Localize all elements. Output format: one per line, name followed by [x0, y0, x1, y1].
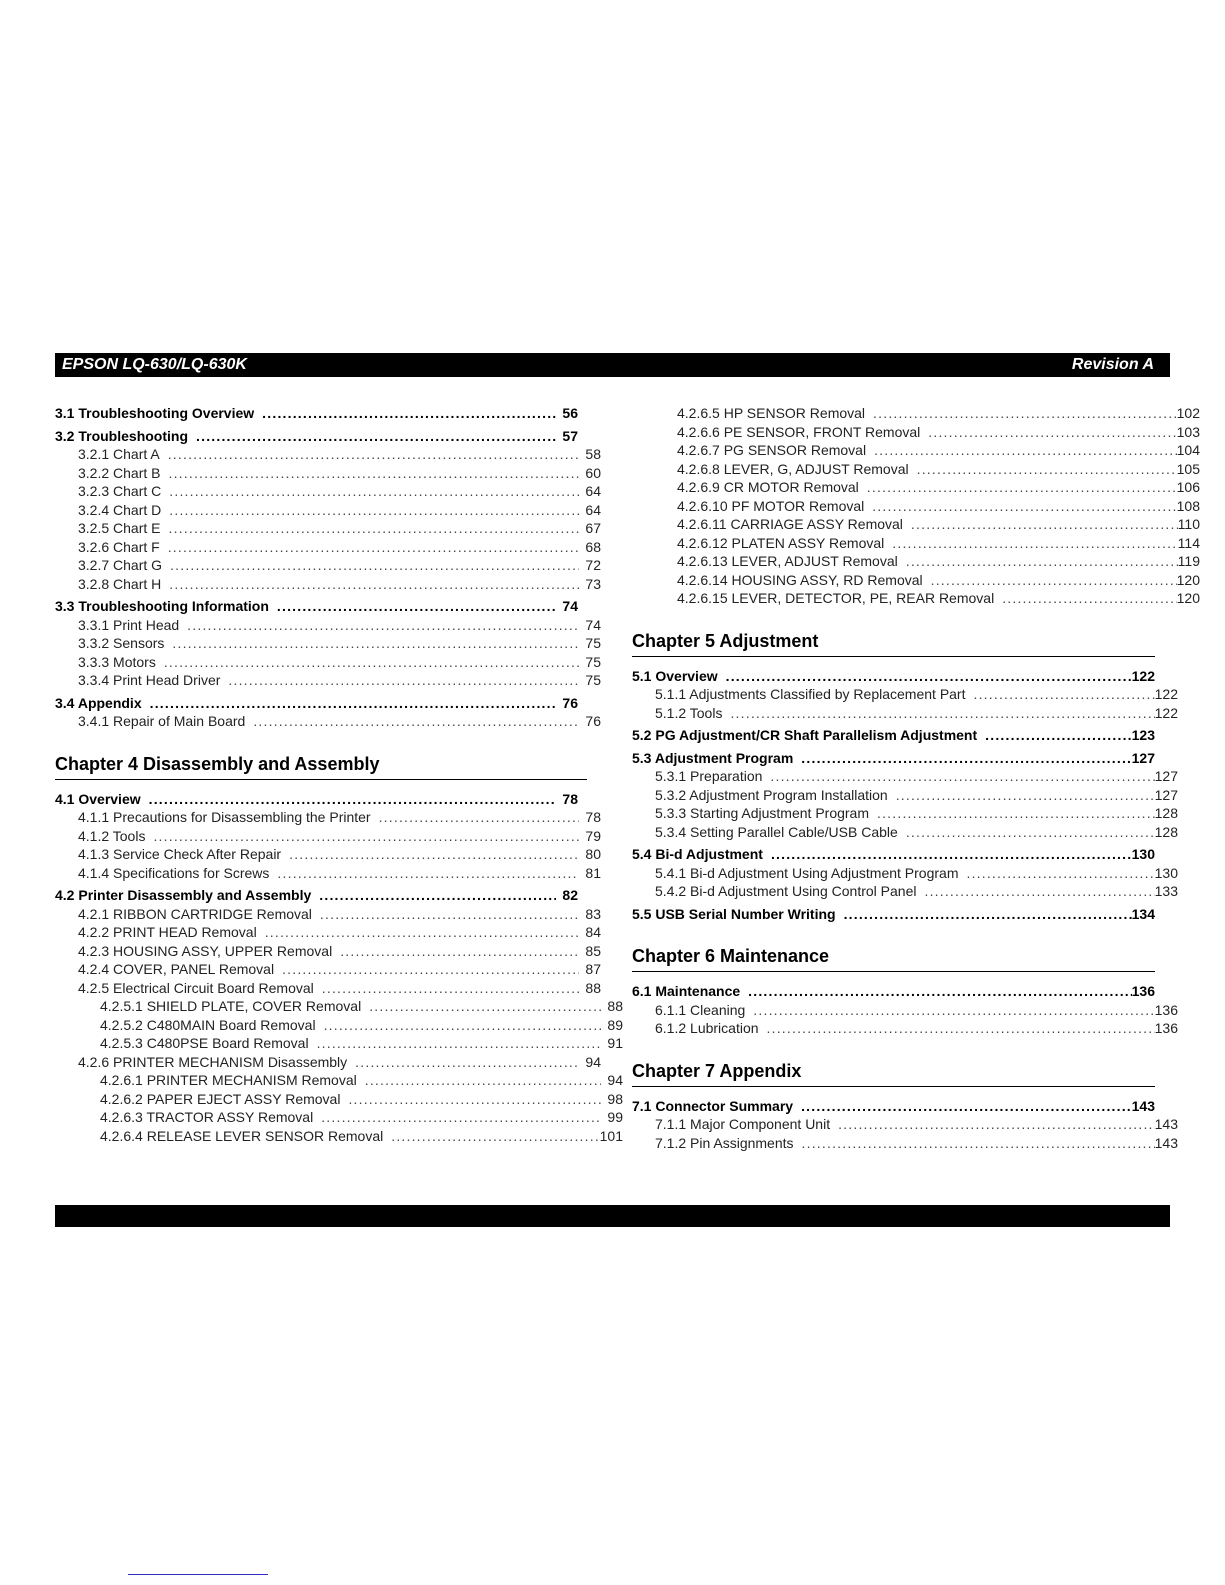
toc-entry[interactable] — [55, 634, 601, 653]
toc-page-number: 79 — [585, 827, 601, 844]
dot-leader — [361, 997, 601, 1016]
toc-page-number: 114 — [1177, 534, 1200, 551]
toc-page-number: 136 — [1154, 1001, 1178, 1018]
toc-entry[interactable] — [632, 552, 1200, 571]
toc-entry[interactable] — [55, 808, 601, 827]
toc-entry[interactable] — [632, 589, 1200, 608]
toc-page-number: 74 — [562, 598, 578, 614]
toc-page-number: 75 — [585, 635, 601, 651]
toc-entry-title: 5.5 USB Serial Number Writing — [632, 905, 836, 922]
toc-entry-title: 3.3.1 Print Head — [78, 616, 180, 633]
dot-leader — [160, 538, 579, 557]
dot-leader — [762, 767, 1154, 786]
toc-page-number: 87 — [585, 961, 601, 977]
toc-entry[interactable] — [632, 515, 1200, 534]
toc-entry[interactable] — [632, 460, 1200, 479]
toc-entry[interactable] — [632, 441, 1200, 460]
toc-entry-title: 3.3.3 Motors — [78, 653, 156, 670]
dot-leader — [994, 589, 1176, 608]
toc-entry[interactable] — [632, 404, 1200, 423]
toc-entry[interactable] — [55, 827, 601, 846]
toc-entry[interactable] — [55, 597, 578, 616]
bottom-link-underline — [128, 1574, 268, 1575]
dot-leader — [161, 464, 580, 483]
toc-entry[interactable] — [55, 538, 601, 557]
dot-leader — [923, 571, 1177, 590]
dot-leader — [274, 960, 579, 979]
toc-entry-title: 5.4.1 Bi-d Adjustment Using Adjustment Program — [655, 864, 959, 881]
toc-page-number: 84 — [585, 924, 601, 940]
toc-entry-title: 5.3.4 Setting Parallel Cable/USB Cable — [655, 823, 898, 840]
toc-page-number: 122 — [1131, 667, 1155, 684]
toc-entry-title: 4.2.6.5 HP SENSOR Removal — [677, 405, 866, 421]
toc-entry-title: 4.2.6.7 PG SENSOR Removal — [677, 442, 867, 458]
toc-entry-title: 4.2.6.8 LEVER, G, ADJUST Removal — [677, 460, 909, 477]
toc-entry-title: 3.2.6 Chart F — [78, 538, 160, 555]
dot-leader — [884, 534, 1177, 553]
toc-page-number: 103 — [1176, 423, 1200, 440]
toc-entry-title: 4.1.4 Specifications for Screws — [78, 864, 270, 881]
toc-entry-title: 5.3.1 Preparation — [655, 768, 763, 784]
dot-leader — [898, 552, 1178, 571]
toc-page-number: 104 — [1176, 442, 1200, 458]
toc-page-number: 99 — [607, 1109, 623, 1125]
toc-entry[interactable] — [55, 464, 601, 483]
toc-entry-title: 5.2 PG Adjustment/CR Shaft Parallelism Adjustment — [632, 727, 978, 743]
dot-leader — [161, 501, 579, 520]
toc-entry-title: 4.1.3 Service Check After Repair — [78, 846, 282, 862]
dot-leader — [830, 1115, 1155, 1134]
toc-entry-title: 3.2 Troubleshooting — [55, 427, 189, 444]
toc-page-number: 110 — [1177, 516, 1200, 532]
toc-entry-title: 4.2.6.11 CARRIAGE ASSY Removal — [677, 516, 903, 532]
toc-page-number: 143 — [1154, 1116, 1178, 1132]
toc-entry[interactable] — [55, 942, 601, 961]
toc-entry-title: 4.2.6.1 PRINTER MECHANISM Removal — [100, 1072, 357, 1088]
toc-entry[interactable] — [55, 790, 578, 809]
toc-entry[interactable] — [55, 1034, 623, 1053]
toc-entry-title: 4.2.6.14 HOUSING ASSY, RD Removal — [677, 571, 923, 588]
toc-entry[interactable] — [632, 864, 1178, 883]
dot-leader — [160, 445, 579, 464]
toc-entry-title: 6.1.1 Cleaning — [655, 1001, 746, 1018]
toc-entry-title: 4.2.6.3 TRACTOR ASSY Removal — [100, 1109, 314, 1125]
toc-entry[interactable] — [632, 1097, 1155, 1116]
dot-leader — [909, 460, 1177, 479]
chapter-heading: Chapter 7 Appendix — [632, 1060, 1155, 1087]
dot-leader — [740, 982, 1131, 1001]
dot-leader — [220, 671, 579, 690]
toc-page-number: 73 — [585, 575, 601, 592]
dot-leader — [357, 1071, 601, 1090]
toc-entry-title: 4.2.6 PRINTER MECHANISM Disassembly — [78, 1053, 348, 1070]
toc-page-number: 106 — [1176, 479, 1200, 495]
toc-page-number: 76 — [585, 713, 601, 729]
dot-leader — [314, 979, 579, 998]
toc-entry[interactable] — [632, 1019, 1178, 1038]
toc-page-number: 68 — [585, 538, 601, 555]
toc-entry-title: 5.1.2 Tools — [655, 704, 723, 721]
toc-entry[interactable] — [55, 845, 601, 864]
toc-entry-title: 7.1.2 Pin Assignments — [655, 1134, 794, 1151]
dot-leader — [371, 808, 579, 827]
toc-entry[interactable] — [55, 616, 601, 635]
toc-entry[interactable] — [632, 804, 1178, 823]
chapter-heading: Chapter 6 Maintenance — [632, 945, 1155, 972]
toc-entry-title: 4.1 Overview — [55, 790, 141, 807]
toc-entry[interactable] — [55, 653, 601, 672]
toc-entry-title: 5.4.2 Bi-d Adjustment Using Control Panel — [655, 883, 917, 899]
dot-leader — [759, 1019, 1155, 1038]
dot-leader — [898, 823, 1155, 842]
toc-entry[interactable] — [55, 997, 623, 1016]
toc-entry-title: 4.1.1 Precautions for Disassembling the Printer — [78, 809, 371, 825]
toc-entry-title: 3.3.4 Print Head Driver — [78, 672, 221, 688]
toc-entry-title: 3.3.2 Sensors — [78, 635, 165, 651]
dot-leader — [920, 423, 1176, 442]
toc-entry-title: 3.2.7 Chart G — [78, 557, 163, 573]
dot-leader — [865, 404, 1177, 423]
toc-entry[interactable] — [55, 1108, 623, 1127]
toc-entry[interactable] — [632, 726, 1155, 745]
toc-entry-title: 3.2.3 Chart C — [78, 483, 162, 499]
toc-entry-title: 3.4 Appendix — [55, 694, 142, 711]
toc-entry[interactable] — [632, 823, 1178, 842]
toc-entry[interactable] — [632, 845, 1155, 864]
toc-page-number: 76 — [562, 694, 578, 711]
dot-leader — [836, 905, 1132, 924]
toc-entry[interactable] — [632, 478, 1200, 497]
toc-entry[interactable] — [55, 445, 601, 464]
dot-leader — [281, 845, 579, 864]
toc-entry-title: 7.1.1 Major Component Unit — [655, 1116, 831, 1132]
toc-entry-title: 7.1 Connector Summary — [632, 1097, 794, 1114]
toc-entry-title: 4.2.6.6 PE SENSOR, FRONT Removal — [677, 423, 921, 440]
toc-entry[interactable] — [55, 979, 601, 998]
toc-entry[interactable] — [55, 519, 601, 538]
toc-entry-title: 6.1.2 Lubrication — [655, 1020, 759, 1036]
toc-page-number: 123 — [1131, 727, 1155, 743]
toc-entry[interactable] — [632, 571, 1200, 590]
toc-entry[interactable] — [55, 864, 601, 883]
toc-entry-title: 4.2.6.13 LEVER, ADJUST Removal — [677, 553, 898, 569]
toc-entry[interactable] — [632, 749, 1155, 768]
toc-page-number: 78 — [562, 790, 578, 807]
toc-entry[interactable] — [632, 685, 1178, 704]
toc-entry-title: 4.2.4 COVER, PANEL Removal — [78, 961, 275, 977]
toc-entry-title: 4.2.6.10 PF MOTOR Removal — [677, 497, 865, 514]
toc-page-number: 128 — [1154, 805, 1178, 821]
toc-entry-title: 3.2.4 Chart D — [78, 501, 162, 518]
toc-page-number: 64 — [585, 501, 601, 518]
dot-leader — [977, 726, 1131, 745]
dot-leader — [859, 478, 1177, 497]
toc-entry[interactable] — [632, 1134, 1178, 1153]
dot-leader — [332, 942, 579, 961]
toc-entry[interactable] — [632, 497, 1200, 516]
dot-leader — [162, 556, 579, 575]
toc-page-number: 134 — [1131, 905, 1155, 922]
dot-leader — [145, 827, 579, 846]
toc-page-number: 82 — [562, 887, 578, 903]
toc-page-number: 83 — [585, 905, 601, 922]
toc-page-number: 60 — [585, 464, 601, 481]
toc-entry-title: 5.1.1 Adjustments Classified by Replacement Part — [655, 686, 966, 702]
toc-page-number: 136 — [1131, 983, 1155, 999]
dot-leader — [793, 749, 1131, 768]
toc-entry-title: 5.4 Bi-d Adjustment — [632, 846, 763, 862]
dot-leader — [312, 905, 579, 924]
toc-entry[interactable] — [55, 1127, 623, 1146]
toc-entry[interactable] — [632, 1115, 1178, 1134]
dot-leader — [269, 597, 556, 616]
toc-entry[interactable] — [55, 556, 601, 575]
dot-leader — [164, 634, 579, 653]
chapter-heading: Chapter 4 Disassembly and Assembly — [55, 753, 587, 780]
toc-page-number: 85 — [585, 942, 601, 959]
toc-entry[interactable] — [55, 886, 578, 905]
toc-entry[interactable] — [632, 667, 1155, 686]
toc-right-column — [632, 404, 1200, 1152]
toc-entry-title: 4.2.5.2 C480MAIN Board Removal — [100, 1016, 316, 1033]
toc-page-number: 56 — [562, 405, 578, 421]
toc-page-number: 127 — [1131, 749, 1155, 766]
dot-leader — [383, 1127, 599, 1146]
toc-entry-title: 4.2.6.9 CR MOTOR Removal — [677, 479, 859, 495]
toc-page-number: 122 — [1154, 686, 1178, 702]
toc-page-number: 94 — [585, 1053, 601, 1070]
dot-leader — [866, 441, 1177, 460]
toc-page-number: 94 — [607, 1072, 623, 1088]
toc-entry-title: 3.2.1 Chart A — [78, 446, 160, 462]
toc-entry-title: 4.2.3 HOUSING ASSY, UPPER Removal — [78, 942, 333, 959]
toc-page-number: 120 — [1176, 571, 1200, 588]
toc-entry-title: 3.4.1 Repair of Main Board — [78, 713, 246, 729]
dot-leader — [161, 519, 580, 538]
dot-leader — [718, 667, 1132, 686]
toc-entry[interactable] — [632, 905, 1155, 924]
toc-page-number: 119 — [1177, 553, 1200, 569]
toc-left-column — [55, 404, 623, 1145]
toc-entry-title: 6.1 Maintenance — [632, 983, 741, 999]
toc-entry-title: 4.2.1 RIBBON CARTRIDGE Removal — [78, 905, 312, 922]
toc-page-number: 75 — [585, 653, 601, 670]
toc-page-number: 75 — [585, 672, 601, 688]
manual-title: EPSON LQ-630/LQ-630K — [62, 356, 247, 373]
dot-leader — [311, 886, 556, 905]
dot-leader — [864, 497, 1176, 516]
toc-page-number: 108 — [1176, 497, 1200, 514]
toc-page-number: 58 — [585, 446, 601, 462]
toc-page-number: 133 — [1154, 883, 1178, 899]
toc-entry-title: 5.3.2 Adjustment Program Installation — [655, 786, 888, 803]
page-footer — [55, 1205, 1170, 1227]
toc-page-number: 91 — [607, 1035, 623, 1051]
toc-page-number: 101 — [599, 1127, 623, 1144]
toc-page-number: 89 — [607, 1016, 623, 1033]
toc-entry-title: 4.2.6.15 LEVER, DETECTOR, PE, REAR Removal — [677, 590, 995, 606]
toc-entry[interactable] — [55, 905, 601, 924]
toc-page-number: 67 — [585, 520, 601, 536]
dot-leader — [903, 515, 1178, 534]
dot-leader — [745, 1001, 1154, 1020]
toc-entry[interactable] — [55, 712, 601, 731]
toc-entry-title: 3.2.5 Chart E — [78, 520, 161, 536]
toc-entry[interactable] — [55, 960, 601, 979]
dot-leader — [793, 1097, 1132, 1116]
revision-label: Revision A — [1071, 356, 1154, 373]
toc-page-number: 120 — [1176, 590, 1200, 606]
toc-entry-title: 5.3 Adjustment Program — [632, 749, 794, 766]
dot-leader — [142, 694, 556, 713]
toc-entry[interactable] — [55, 404, 578, 423]
toc-entry[interactable] — [55, 482, 601, 501]
dot-leader — [245, 712, 579, 731]
toc-entry-title: 3.1 Troubleshooting Overview — [55, 405, 255, 421]
toc-entry[interactable] — [55, 501, 601, 520]
toc-page-number: 64 — [585, 483, 601, 499]
toc-entry[interactable] — [55, 575, 601, 594]
toc-entry[interactable] — [55, 694, 578, 713]
toc-entry[interactable] — [632, 1001, 1178, 1020]
chapter-heading: Chapter 5 Adjustment — [632, 630, 1155, 657]
toc-entry-title: 4.2.6.2 PAPER EJECT ASSY Removal — [100, 1090, 341, 1107]
toc-entry-title: 4.1.2 Tools — [78, 827, 146, 844]
toc-entry[interactable] — [632, 704, 1178, 723]
dot-leader — [161, 575, 579, 594]
toc-page-number: 130 — [1154, 864, 1178, 881]
toc-page-number: 130 — [1131, 846, 1155, 862]
dot-leader — [316, 1016, 601, 1035]
toc-page-number: 72 — [585, 557, 601, 573]
toc-entry-title: 4.2.5.1 SHIELD PLATE, COVER Removal — [100, 998, 362, 1014]
dot-leader — [340, 1090, 601, 1109]
toc-entry[interactable] — [55, 671, 601, 690]
toc-entry[interactable] — [632, 767, 1178, 786]
dot-leader — [188, 427, 556, 446]
dot-leader — [269, 864, 579, 883]
dot-leader — [722, 704, 1154, 723]
toc-entry-title: 4.2.5 Electrical Circuit Board Removal — [78, 979, 314, 996]
dot-leader — [179, 616, 579, 635]
dot-leader — [254, 404, 556, 423]
toc-entry[interactable] — [55, 1090, 623, 1109]
toc-entry[interactable] — [632, 423, 1200, 442]
toc-page-number: 74 — [585, 616, 601, 633]
toc-entry-title: 4.2.2 PRINT HEAD Removal — [78, 924, 257, 940]
toc-page-number: 105 — [1176, 460, 1200, 477]
dot-leader — [309, 1034, 601, 1053]
dot-leader — [958, 864, 1154, 883]
toc-page-number: 78 — [585, 809, 601, 825]
dot-leader — [313, 1108, 601, 1127]
toc-page-number: 128 — [1154, 823, 1178, 840]
toc-page-number: 88 — [607, 998, 623, 1014]
toc-entry-title: 3.3 Troubleshooting Information — [55, 598, 269, 614]
toc-page-number: 136 — [1154, 1020, 1178, 1036]
toc-page-number: 127 — [1154, 768, 1178, 784]
toc-entry-title: 4.2.5.3 C480PSE Board Removal — [100, 1035, 309, 1051]
dot-leader — [888, 786, 1155, 805]
toc-entry[interactable] — [632, 882, 1178, 901]
dot-leader — [794, 1134, 1155, 1153]
toc-page-number: 98 — [607, 1090, 623, 1107]
dot-leader — [869, 804, 1155, 823]
toc-entry-title: 4.2 Printer Disassembly and Assembly — [55, 887, 312, 903]
toc-entry[interactable] — [55, 427, 578, 446]
toc-page-number: 80 — [585, 846, 601, 862]
dot-leader — [257, 923, 579, 942]
toc-entry[interactable] — [55, 923, 601, 942]
toc-entry-title: 3.2.8 Chart H — [78, 575, 162, 592]
toc-page-number: 81 — [585, 864, 601, 881]
toc-entry[interactable] — [55, 1071, 623, 1090]
dot-leader — [156, 653, 579, 672]
dot-leader — [347, 1053, 579, 1072]
toc-entry-title: 3.2.2 Chart B — [78, 464, 161, 481]
dot-leader — [763, 845, 1132, 864]
toc-page-number: 57 — [562, 427, 578, 444]
toc-entry-title: 4.2.6.4 RELEASE LEVER SENSOR Removal — [100, 1127, 384, 1144]
toc-page-number: 122 — [1154, 704, 1178, 721]
page-header — [55, 353, 1170, 377]
toc-page-number: 127 — [1154, 786, 1178, 803]
dot-leader — [161, 482, 579, 501]
toc-page-number: 88 — [585, 979, 601, 996]
toc-entry[interactable] — [55, 1053, 601, 1072]
toc-entry[interactable] — [55, 1016, 623, 1035]
dot-leader — [916, 882, 1154, 901]
toc-entry[interactable] — [632, 786, 1178, 805]
toc-page-number: 143 — [1154, 1134, 1178, 1151]
dot-leader — [141, 790, 556, 809]
toc-entry-title: 4.2.6.12 PLATEN ASSY Removal — [677, 534, 885, 551]
toc-entry[interactable] — [632, 534, 1200, 553]
toc-entry-title: 5.1 Overview — [632, 667, 718, 684]
toc-page-number: 143 — [1131, 1097, 1155, 1114]
toc-entry-title: 5.3.3 Starting Adjustment Program — [655, 805, 869, 821]
dot-leader — [966, 685, 1155, 704]
toc-entry[interactable] — [632, 982, 1155, 1001]
toc-page-number: 102 — [1176, 405, 1200, 421]
